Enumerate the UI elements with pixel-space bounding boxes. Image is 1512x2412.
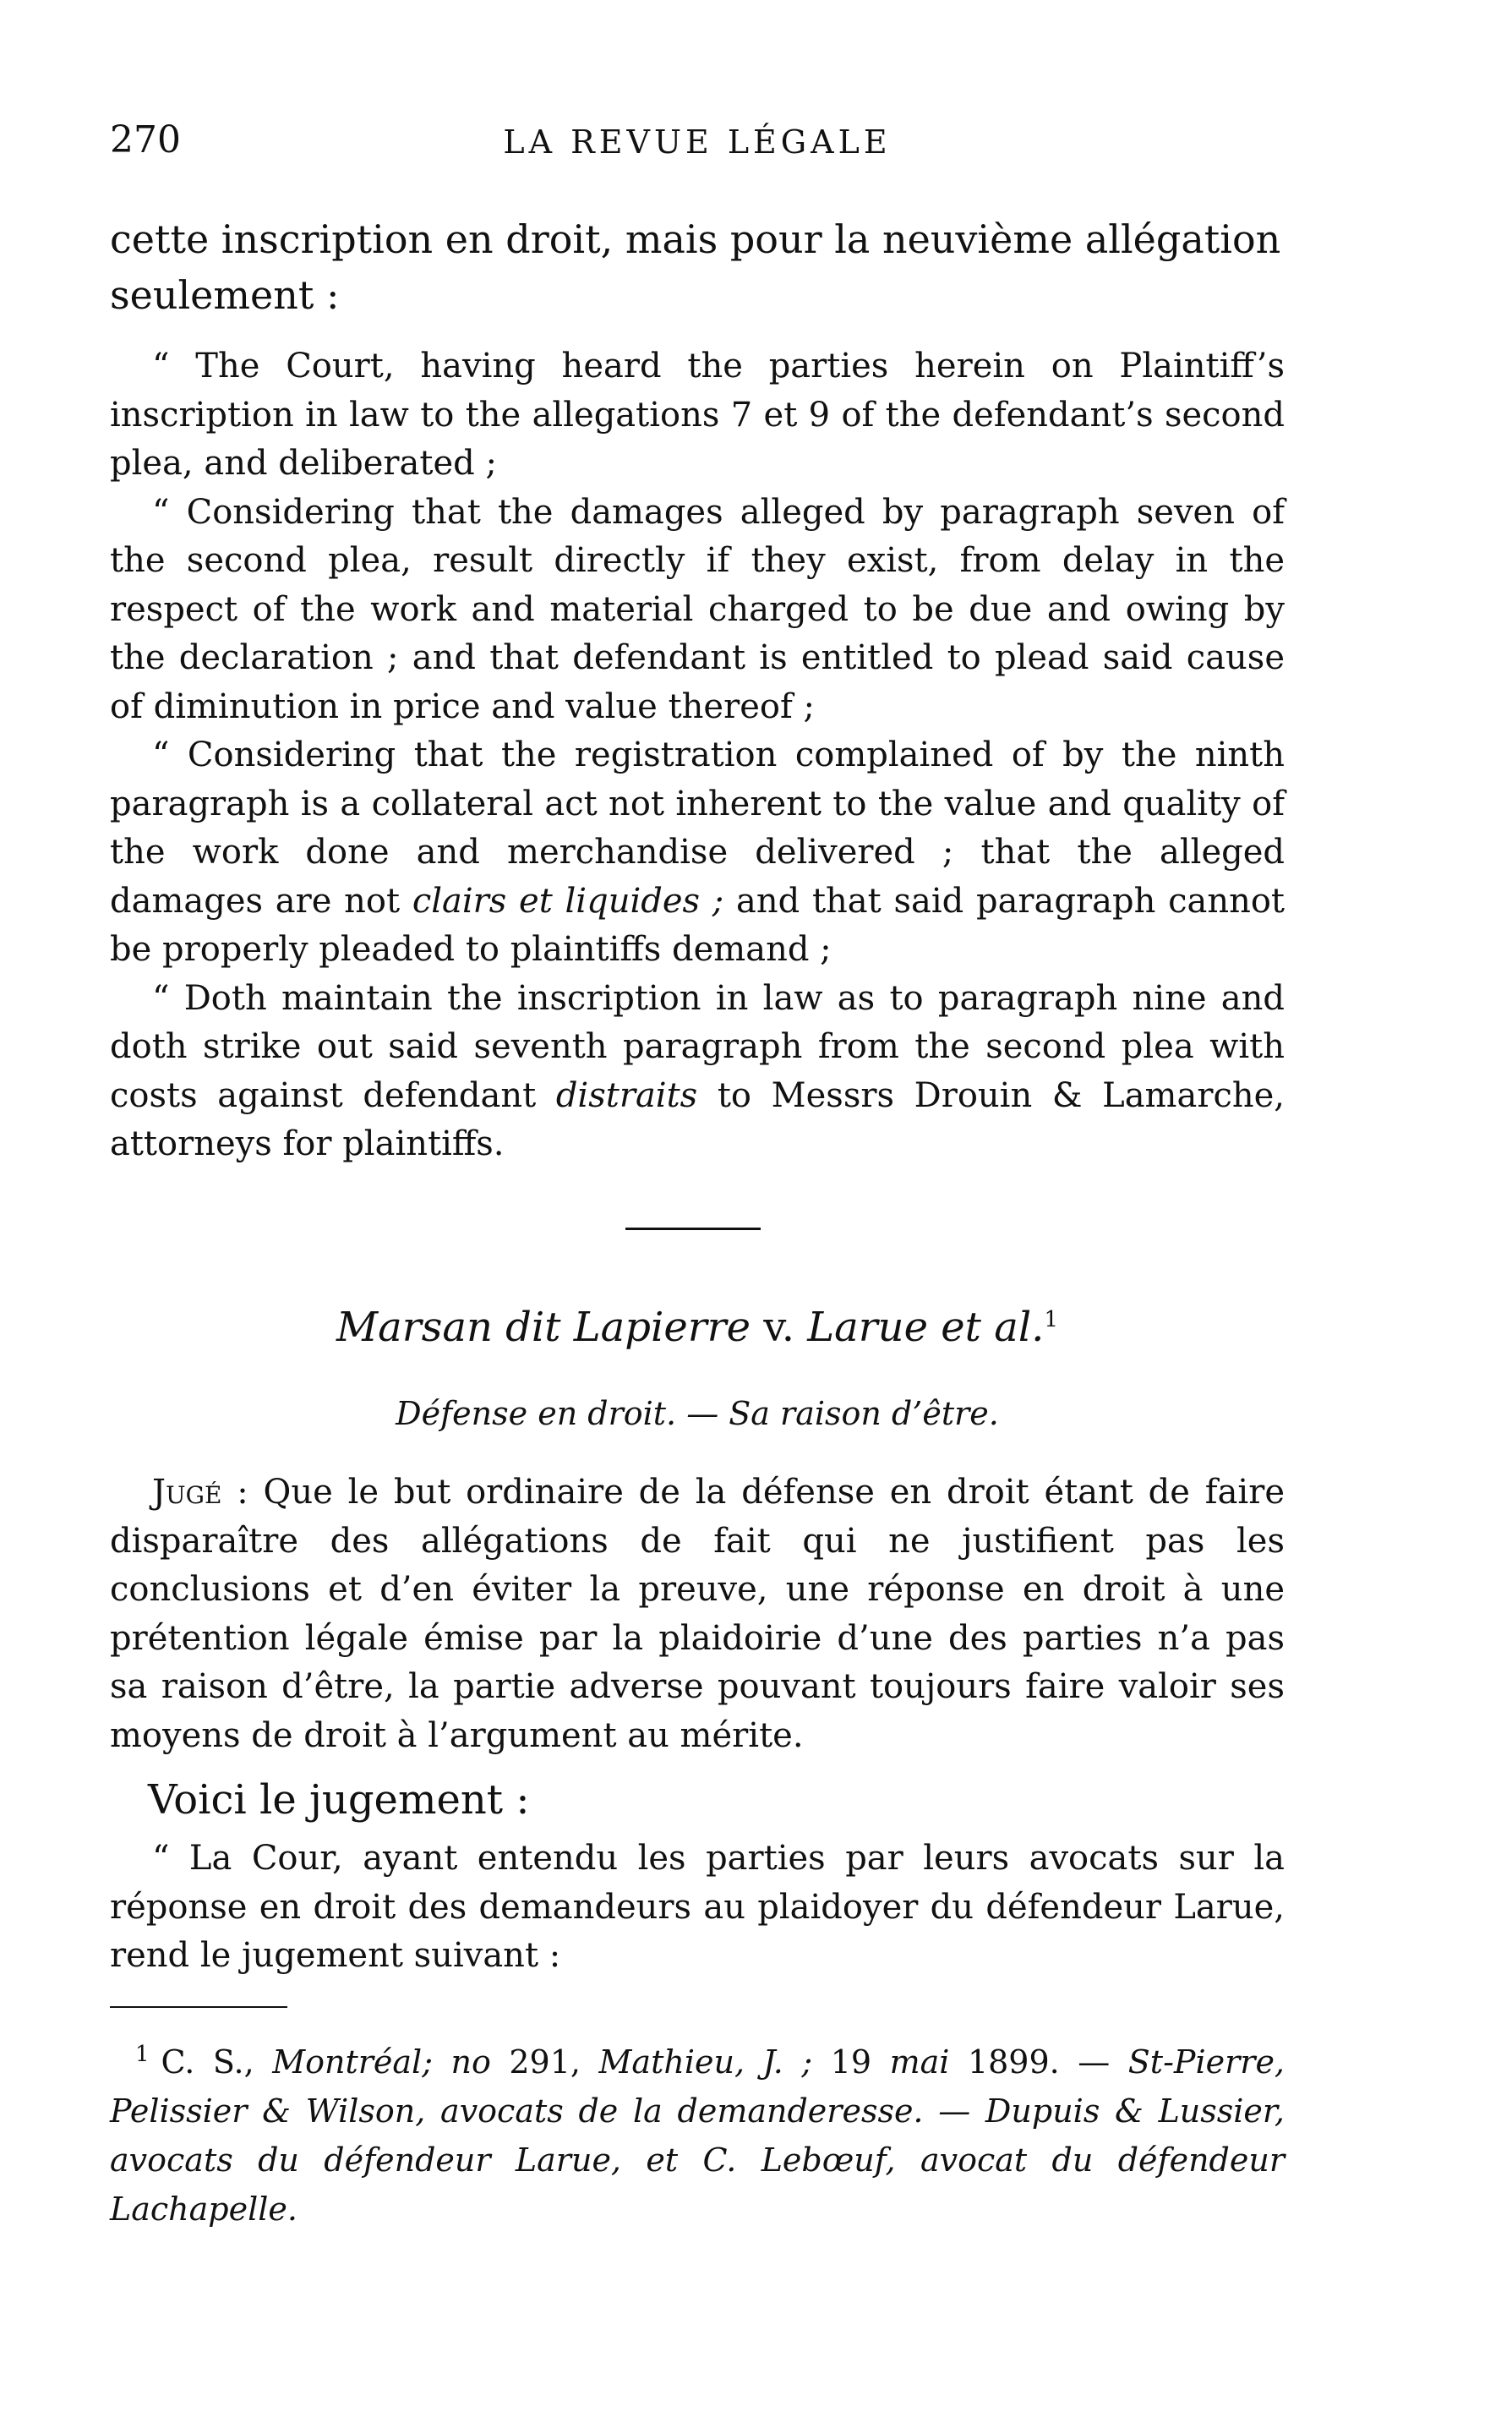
judgment-paragraph-2: “ Considering that the damages alleged by paragraph seven of the second plea, result directly if they exist, from delay in the respect of the work and material charged to be due and owing by the declaration ; and that defendant is entitled to plead said cause of diminution in price and value thereof ; xyxy=(110,492,1285,726)
case-subtitle: Défense en droit. — Sa raison d’être. xyxy=(396,1395,999,1432)
footnote-divider xyxy=(110,2006,287,2008)
judgment-english xyxy=(110,342,1285,1169)
footnote-mark: 1 xyxy=(135,2042,150,2068)
judgment-french: “ La Cour, ayant entendu les parties par leurs avocats sur la réponse en droit des demandeurs au plaidoyer du défendeur Larue, rend le jugement suivant : xyxy=(110,1839,1285,1975)
case-title: Marsan dit Lapierre v. Larue et al.$^1$ xyxy=(336,1304,1058,1351)
running-head: LA REVUE LÉGALE xyxy=(503,123,892,161)
footnote: $^1$ C. S., Montréal; no 291, Mathieu, J. ; 19 mai 1899. — St-Pierre, Pelissier & Wilson, avocats de la demanderesse. — Dupuis & Lussier, avocats du défendeur Larue, et C. Lebœuf, avocat du défendeur Lachapelle. xyxy=(110,2042,1285,2228)
judgment-paragraph-3: “ Considering that the registration complained of by the ninth paragraph is a collateral act not inherent to the value and quality of the work done and merchandise delivered ; that the alleged damages are not clairs et liquides ; and that said paragraph cannot be properly pleaded to plaintiffs demand ; xyxy=(110,736,1285,969)
footnote-reference: 1 xyxy=(1044,1307,1058,1332)
judgment-paragraph-1: “ The Court, having heard the parties herein on Plaintiff’s inscription in law to the allegations 7 et 9 of the defendant’s second plea, and deliberated ; xyxy=(110,347,1285,483)
juge-paragraph: Jugé : Que le but ordinaire de la défense en droit étant de faire disparaître des allégations de fait qui ne justifient pas les conclusions et d’en éviter la preuve, une réponse en droit à une prétention légale émise par la plaidoirie d’une des parties n’a pas sa raison d’être, la partie adverse pouvant toujours faire valoir ses moyens de droit à l’argument au mérite. xyxy=(110,1473,1285,1755)
page-header xyxy=(110,118,1285,169)
voici-heading: Voici le jugement : xyxy=(148,1776,530,1824)
juge-label: Jugé xyxy=(152,1473,222,1512)
intro-paragraph: cette inscription en droit, mais pour la neuvième allégation seulement : xyxy=(110,216,1281,318)
page-number: 270 xyxy=(110,118,181,161)
section-divider xyxy=(625,1228,761,1230)
judgment-paragraph-4: “ Doth maintain the inscription in law as to paragraph nine and doth strike out said seventh paragraph from the second plea with costs against defendant distraits to Messrs Drouin & Lamarche, attorneys for plaintiffs. xyxy=(110,978,1285,1163)
